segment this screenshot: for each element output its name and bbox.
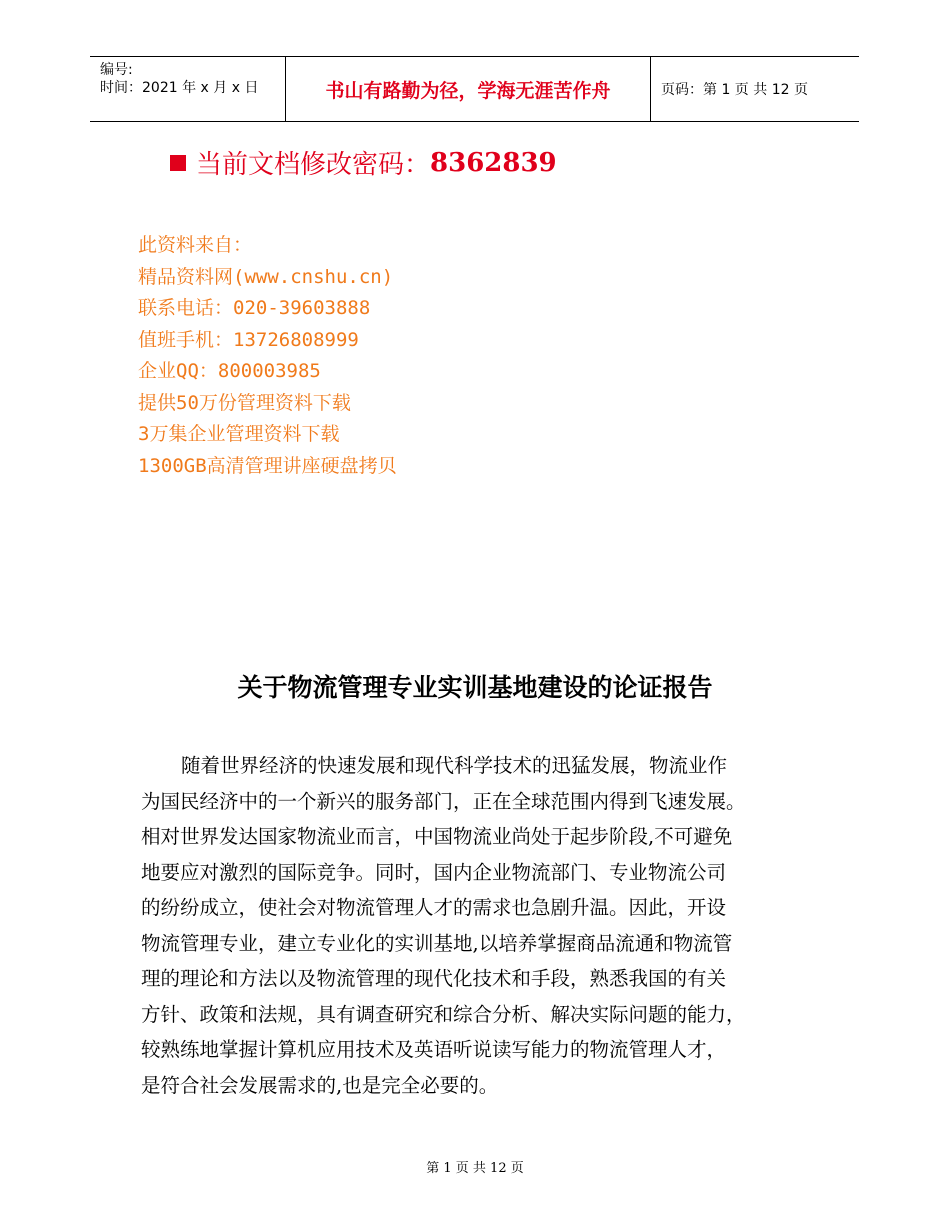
source-line: 精品资料网(www.cnshu.cn) — [138, 265, 394, 288]
paragraph-line: 的纷纷成立，使社会对物流管理人才的需求也急剧升温。因此，开设 — [141, 896, 727, 919]
paragraph-line: 较熟练地掌握计算机应用技术及英语听说读写能力的物流管理人才， — [141, 1038, 727, 1061]
source-line: 3万集企业管理资料下载 — [138, 423, 340, 445]
source-line: 此资料来自： — [138, 234, 253, 256]
paragraph-line: 方针、政策和法规，具有调查研究和综合分析、解决实际问题的能力， — [141, 1002, 746, 1026]
header-meta — [90, 57, 286, 121]
document-title: 关于物流管理专业实训基地建设的论证报告 — [237, 673, 713, 702]
paragraph-line: 物流管理专业，建立专业化的实训基地,以培养掌握商品流通和物流管 — [141, 931, 733, 955]
number-label: 编号: — [100, 62, 133, 78]
source-line: 企业QQ：800003985 — [138, 360, 321, 382]
page-footer: 第 1 页 共 12 页 — [426, 1161, 524, 1176]
body-paragraph — [141, 748, 841, 1103]
document-header — [90, 56, 859, 122]
time-label: 时间：2021 年 x 月 x 日 — [100, 80, 259, 96]
paragraph-line: 是符合社会发展需求的,也是完全必要的。 — [141, 1073, 499, 1097]
source-line: 联系电话：020-39603888 — [138, 297, 371, 319]
header-page-info: 页码：第 1 页 共 12 页 — [661, 82, 808, 98]
password-line — [170, 144, 557, 181]
password-label: 当前文档修改密码： — [196, 150, 431, 180]
source-info — [138, 230, 397, 482]
paragraph-line: 地要应对激烈的国际竞争。同时，国内企业物流部门、专业物流公司 — [141, 860, 727, 884]
source-line: 提供50万份管理资料下载 — [138, 391, 351, 414]
source-line: 1300GB高清管理讲座硬盘拷贝 — [138, 454, 397, 477]
paragraph-line: 理的理论和方法以及物流管理的现代化技术和手段，熟悉我国的有关 — [141, 967, 727, 990]
paragraph-line: 为国民经济中的一个新兴的服务部门，正在全球范围内得到飞速发展。 — [141, 789, 746, 813]
source-line: 值班手机：13726808999 — [138, 328, 359, 351]
password-code: 8362839 — [430, 147, 557, 178]
paragraph-line: 随着世界经济的快速发展和现代科学技术的迅猛发展，物流业作 — [181, 754, 728, 777]
header-motto: 书山有路勤为径，学海无涯苦作舟 — [286, 57, 651, 121]
paragraph-line: 相对世界发达国家物流业而言，中国物流业尚处于起步阶段,不可避免 — [141, 825, 733, 848]
red-square-icon — [170, 155, 186, 171]
